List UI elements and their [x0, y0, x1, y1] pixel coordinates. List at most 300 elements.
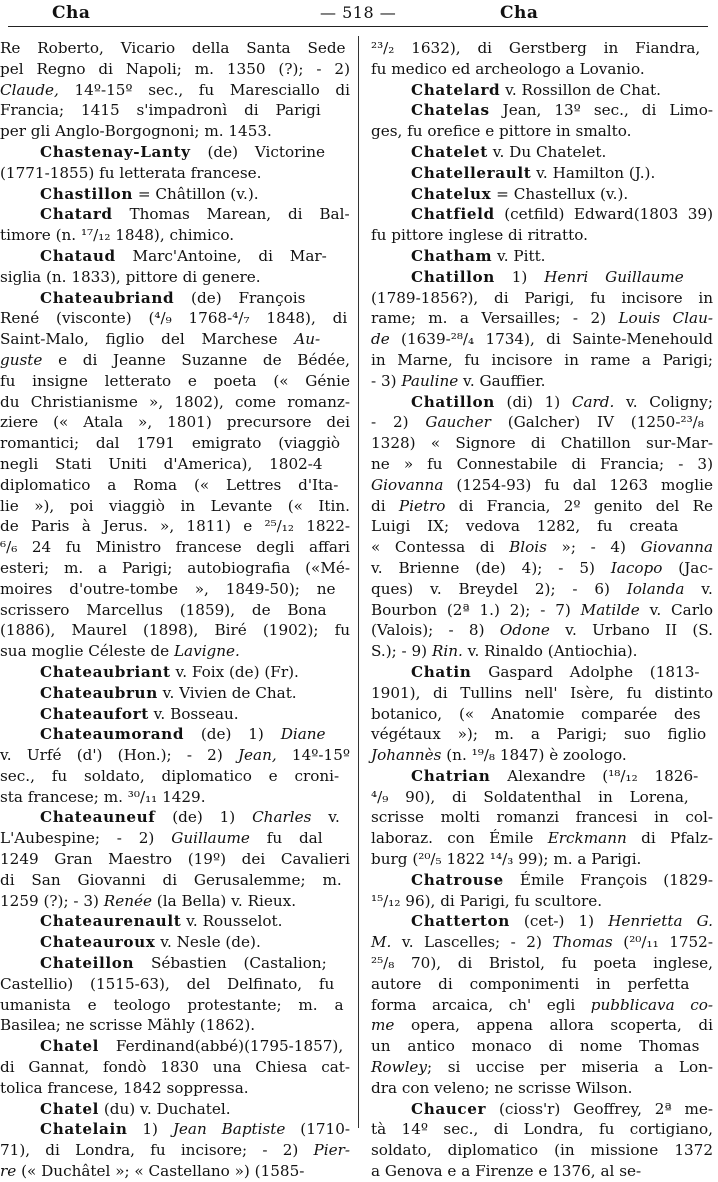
text-line — [0, 496, 350, 517]
text-run: 1328) « Signore di Chatillon sur-Mar- — [371, 434, 713, 453]
entry-headword: Chataud — [40, 246, 116, 265]
text-run: sta francese; m. ³⁰/₁₁ 1429. — [0, 787, 206, 806]
text-run: v. Urfé (d') (Hon.); - 2) — [0, 746, 238, 765]
text-run: Sébastien (Castalion; — [134, 954, 327, 973]
text-line — [0, 995, 350, 1016]
italic-text: me — [371, 1016, 395, 1035]
column-divider — [358, 36, 359, 1128]
text-line — [0, 412, 350, 433]
italic-text: Card. — [571, 392, 615, 411]
text-line — [371, 828, 713, 849]
text-run: (1254-93) fu dal 1263 moglie — [443, 475, 713, 494]
page-header — [0, 0, 718, 34]
text-run: ne » fu Connestabile di Francia; - 3) — [371, 454, 713, 473]
text-line — [371, 308, 713, 329]
italic-text: Jean Baptiste — [172, 1120, 286, 1139]
entry-headword: Chateaubriand — [40, 288, 175, 307]
text-line — [371, 1036, 713, 1057]
text-line — [371, 704, 713, 725]
text-line — [371, 807, 713, 828]
entry-line — [0, 911, 350, 932]
entry-headword: Chatelet — [411, 142, 488, 161]
entry-line — [0, 204, 350, 225]
italic-text: Rowley — [371, 1058, 428, 1077]
text-run: sua moglie Céleste de — [0, 642, 174, 661]
entry-headword: Chateaubrun — [40, 683, 158, 702]
italic-text: Pietro — [398, 496, 446, 515]
text-line — [371, 329, 713, 350]
text-run: - 2) — [371, 413, 426, 432]
text-line — [0, 100, 350, 121]
text-run: (de) François — [174, 288, 306, 307]
text-run: Gaspard Adolphe (1813- — [471, 662, 700, 681]
text-run: (1639-²⁸/₄ 1734), di Sainte-Menehould — [389, 330, 713, 349]
text-line — [0, 59, 350, 80]
text-line — [0, 891, 350, 912]
text-line — [0, 870, 350, 891]
text-line — [0, 267, 350, 288]
entry-headword: Chatterton — [411, 912, 510, 931]
text-run: ¹⁵/₁₂ 96), di Parigi, fu scultore. — [371, 891, 603, 910]
text-run: (n. ¹⁹/₈ 1847) è zoologo. — [441, 746, 627, 765]
entry-line — [0, 704, 350, 725]
text-line — [0, 620, 350, 641]
entry-headword: Chatelain — [40, 1120, 128, 1139]
entry-line — [371, 870, 713, 891]
text-run: e di Jeanne Suzanne de Bédée, — [42, 350, 350, 369]
text-run: v. Bosseau. — [148, 704, 239, 723]
text-run: timore (n. ¹⁷/₁₂ 1848), chimico. — [0, 226, 235, 245]
italic-text: Au- — [294, 330, 321, 349]
text-run: v. Urbano II (S. — [549, 621, 714, 640]
text-line — [0, 1161, 350, 1182]
text-line — [371, 496, 713, 517]
text-line — [0, 1140, 350, 1161]
text-run: L'Aubespine; - 2) — [0, 829, 172, 848]
italic-text: Blois — [509, 538, 547, 557]
text-line — [0, 828, 350, 849]
header-rule — [8, 26, 708, 27]
entry-headword: Chateauneuf — [40, 808, 156, 827]
text-line — [371, 683, 713, 704]
text-run: (du) v. Duchatel. — [99, 1099, 231, 1118]
entry-headword: Chatel — [40, 1099, 100, 1118]
text-run: romantici; dal 1791 emigrato (viaggiò — [0, 434, 341, 453]
text-line — [0, 600, 350, 621]
text-line — [0, 392, 350, 413]
text-run: v. Pitt. — [492, 246, 546, 265]
text-run: tolica francese, 1842 soppressa. — [0, 1078, 249, 1097]
text-run: S.); - 9) — [371, 642, 432, 661]
text-line — [371, 787, 713, 808]
text-line — [0, 433, 350, 454]
text-line — [371, 558, 713, 579]
text-line — [0, 745, 350, 766]
italic-text: Charles — [252, 808, 312, 827]
text-line — [371, 974, 713, 995]
entry-line — [0, 288, 350, 309]
text-run: umanista e teologo protestante; m. a — [0, 995, 344, 1014]
text-line — [371, 1119, 713, 1140]
entry-headword: Chatrouse — [411, 870, 504, 889]
text-run: Ferdinand(abbé)(1795-1857), — [99, 1037, 344, 1056]
text-line — [371, 350, 713, 371]
entry-line — [0, 662, 350, 683]
entry-headword: Chateaurenault — [40, 912, 182, 931]
text-line — [0, 308, 350, 329]
entry-line — [371, 246, 713, 267]
italic-text: Guillaume — [171, 829, 250, 848]
text-run: Castellio) (1515-63), del Delfinato, fu — [0, 974, 335, 993]
text-run: (Jac- — [662, 558, 713, 577]
italic-text: Pauline — [401, 371, 459, 390]
text-line — [371, 620, 713, 641]
text-line — [0, 163, 350, 184]
text-run: (²⁰/₁₁ 1752- — [612, 933, 713, 952]
text-run: ziere (« Atala », 1801) precursore dei — [0, 413, 350, 432]
entry-headword: Chatfield — [411, 205, 495, 224]
text-line — [371, 537, 713, 558]
text-line — [371, 1161, 713, 1182]
entry-line — [371, 100, 713, 121]
entry-line — [0, 953, 350, 974]
text-run: (1710- — [285, 1120, 350, 1139]
text-run: scrissero Marcellus (1859), de Bona — [0, 600, 327, 619]
entry-line — [0, 142, 350, 163]
text-run: 1249 Gran Maestro (19º) dei Cavalieri — [0, 850, 350, 869]
text-line — [371, 891, 713, 912]
text-run: laboraz. con Émile — [371, 829, 548, 848]
text-run: ; si uccise per miseria a Lon- — [427, 1058, 713, 1077]
entry-headword: Chatin — [411, 662, 472, 681]
text-line — [371, 849, 713, 870]
italic-text: Thomas — [552, 933, 613, 952]
italic-text: pubblicava co- — [590, 995, 713, 1014]
text-line — [0, 766, 350, 787]
page-number: — 518 — — [320, 3, 397, 22]
entry-headword: Chastenay-Lanty — [40, 142, 191, 161]
italic-text: Gaucher — [425, 413, 491, 432]
italic-text: Claude, — [0, 80, 59, 99]
entry-line — [0, 807, 350, 828]
entry-line — [371, 204, 713, 225]
italic-text: guste — [0, 350, 43, 369]
text-run: v. Rousselot. — [181, 912, 283, 931]
italic-text: Pier- — [313, 1141, 350, 1160]
text-line — [371, 454, 713, 475]
text-run: (di) 1) — [494, 392, 572, 411]
text-run: 1901), di Tullins nell' Isère, fu distinto — [371, 683, 713, 702]
text-run: rame; m. a Versailles; - 2) — [371, 309, 619, 328]
text-run: v. Nesle (de). — [155, 933, 261, 952]
text-run: v. — [684, 579, 713, 598]
text-run: ²⁵/₈ 70), di Bristol, fu poeta inglese, — [371, 954, 713, 973]
text-line — [0, 1057, 350, 1078]
text-run: di Pfalz- — [626, 829, 713, 848]
text-run: v. Carlo — [639, 600, 713, 619]
text-line — [371, 932, 713, 953]
text-line — [371, 475, 713, 496]
text-run: in Marne, fu incisore in rame a Parigi; — [371, 350, 713, 369]
text-line — [0, 80, 350, 101]
entry-headword: Chatelard — [411, 80, 501, 99]
text-line — [371, 1140, 713, 1161]
text-run: ⁴/₉ 90), di Soldatenthal in Lorena, — [371, 787, 689, 806]
entry-headword: Chateaubriant — [40, 662, 171, 681]
text-run: siglia (n. 1833), pittore di genere. — [0, 267, 261, 286]
text-line — [371, 433, 713, 454]
text-line — [371, 724, 713, 745]
text-line — [371, 641, 713, 662]
italic-text: Giovanna — [640, 538, 713, 557]
entry-line — [371, 911, 713, 932]
text-line — [0, 558, 350, 579]
italic-text: Matilde — [580, 600, 640, 619]
text-run: (1886), Maurel (1898), Biré (1902); fu — [0, 621, 350, 640]
entry-line — [371, 766, 713, 787]
text-line — [0, 350, 350, 371]
text-line — [0, 641, 350, 662]
text-run: de Paris à Jerus. », 1811) e ²⁵/₁₂ 1822- — [0, 517, 350, 536]
text-run: 1259 (?); - 3) — [0, 891, 104, 910]
entry-line — [0, 184, 350, 205]
text-run: René (visconte) (⁴/₉ 1768-⁴/₇ 1848), di — [0, 309, 348, 328]
text-run: burg (²⁰/₅ 1822 ¹⁴/₃ 99); m. a Parigi. — [371, 850, 642, 869]
entry-line — [0, 1036, 350, 1057]
italic-text: Giovanna — [371, 475, 444, 494]
text-run: diplomatico a Roma (« Lettres d'Ita- — [0, 475, 339, 494]
italic-text: Johannès — [371, 746, 442, 765]
text-run: v. Vivien de Chat. — [157, 683, 297, 702]
text-run: 71), di Londra, fu incisore; - 2) — [0, 1141, 314, 1160]
text-run: du Christianisme », 1802), come romanz- — [0, 392, 350, 411]
text-run: pel Regno di Napoli; m. 1350 (?); - 2) — [0, 59, 350, 78]
text-run: lie »), poi viaggiò in Levante (« Itin. — [0, 496, 350, 515]
entry-line — [371, 163, 713, 184]
text-line — [0, 475, 350, 496]
text-line — [371, 600, 713, 621]
text-run: Thomas Marean, di Bal- — [112, 205, 350, 224]
entry-line — [0, 246, 350, 267]
text-run: v. Du Chatelet. — [487, 142, 607, 161]
text-run: sec., fu soldato, diplomatico e croni- — [0, 766, 340, 785]
text-line — [0, 454, 350, 475]
entry-headword: Chatelux — [411, 184, 492, 203]
text-run: 14º-15º sec., fu Maresciallo di — [58, 80, 350, 99]
text-run: (cioss'r) Geoffrey, 2ª me- — [486, 1099, 713, 1118]
italic-text: M. — [371, 933, 392, 952]
text-run: a Genova e a Firenze e 1376, al se- — [371, 1162, 642, 1181]
text-run: opera, appena allora scoperta, di — [394, 1016, 713, 1035]
entry-headword: Chateauroux — [40, 933, 156, 952]
text-run: 1) — [127, 1120, 173, 1139]
text-run: Émile François (1829- — [503, 870, 713, 889]
text-run: soldato, diplomatico (in missione 1372 — [371, 1141, 713, 1160]
text-run: végétaux »); m. a Parigi; suo figlio — [371, 725, 707, 744]
italic-text: Diane — [280, 725, 326, 744]
italic-text: Jean, — [237, 746, 277, 765]
text-run: tà 14º sec., di Londra, fu cortigiano, — [371, 1120, 713, 1139]
entry-line — [371, 1099, 713, 1120]
entry-headword: Chatelas — [411, 101, 490, 120]
text-run: Alexandre (¹⁸/₁₂ 1826- — [490, 766, 699, 785]
entry-line — [0, 932, 350, 953]
text-line — [371, 225, 713, 246]
text-line — [371, 745, 713, 766]
italic-text: Renée — [103, 891, 152, 910]
text-run: v. Hamilton (J.). — [531, 163, 656, 182]
text-line — [0, 516, 350, 537]
text-run: Marc'Antoine, di Mar- — [115, 246, 327, 265]
text-run: (cetfild) Edward(1803 39) — [494, 205, 713, 224]
text-run: (1789-1856?), di Parigi, fu incisore in — [371, 288, 713, 307]
text-line — [0, 225, 350, 246]
text-run: (la Bella) v. Rieux. — [151, 891, 297, 910]
text-line — [0, 371, 350, 392]
left-column — [0, 38, 350, 1182]
entry-line — [0, 724, 350, 745]
text-run: Luigi IX; vedova 1282, fu creata — [371, 517, 679, 536]
text-line — [0, 579, 350, 600]
text-run: Jean, 13º sec., di Limo- — [489, 101, 713, 120]
entry-line — [371, 662, 713, 683]
text-run: « Contessa di — [371, 538, 510, 557]
text-line — [371, 412, 713, 433]
entry-headword: Chateillon — [40, 954, 135, 973]
text-run: Basilea; ne scrisse Mähly (1862). — [0, 1016, 256, 1035]
right-column — [371, 38, 713, 1182]
entry-headword: Chatellerault — [411, 163, 532, 182]
entry-line — [371, 184, 713, 205]
text-line — [371, 995, 713, 1016]
text-line — [0, 329, 350, 350]
text-run: (Valois); - 8) — [371, 621, 500, 640]
text-run: di — [371, 496, 399, 515]
italic-text: Rin. — [431, 642, 463, 661]
text-run: fu medico ed archeologo a Lovanio. — [371, 59, 645, 78]
entry-headword: Chatham — [411, 246, 493, 265]
text-run: di Gannat, fondò 1830 una Chiesa cat- — [0, 1058, 350, 1077]
text-line — [371, 59, 713, 80]
entry-headword: Chatillon — [411, 267, 495, 286]
text-run: v. Brienne (de) 4); - 5) — [371, 558, 611, 577]
text-line — [371, 371, 713, 392]
text-run: (cet-) 1) — [509, 912, 609, 931]
text-run: v. Coligny; — [614, 392, 713, 411]
italic-text: Lavigne. — [173, 642, 240, 661]
text-line — [371, 953, 713, 974]
text-run: ²³/₂ 1632), di Gerstberg in Fiandra, — [371, 39, 701, 57]
text-line — [0, 849, 350, 870]
entry-headword: Chateaufort — [40, 704, 149, 723]
entry-headword: Chatard — [40, 205, 113, 224]
text-run: di San Giovanni di Gerusalemme; m. — [0, 870, 342, 889]
text-line — [0, 537, 350, 558]
entry-headword: Chaucer — [411, 1099, 487, 1118]
text-run: esteri; m. a Parigi; autobiografia («Mé- — [0, 558, 350, 577]
text-run: botanico, (« Anatomie comparée des — [371, 704, 701, 723]
italic-text: Iolanda — [626, 579, 685, 598]
text-run: Francia; 1415 s'impadronì di Parigi — [0, 101, 321, 120]
text-run: (de) Victorine — [190, 142, 326, 161]
entry-headword: Chatrian — [411, 766, 491, 785]
text-line — [371, 38, 713, 59]
text-run: fu insigne letterato e poeta (« Génie — [0, 371, 350, 390]
text-run: per gli Anglo-Borgognoni; m. 1453. — [0, 122, 272, 141]
text-line — [371, 1015, 713, 1036]
text-run: un antico monaco di nome Thomas — [371, 1037, 700, 1056]
text-run: autore di componimenti in perfetta — [371, 974, 690, 993]
italic-text: Erckmann — [547, 829, 627, 848]
text-run: (« Duchâtel »; « Castellano ») (1585- — [16, 1162, 305, 1181]
text-line — [0, 787, 350, 808]
italic-text: Iacopo — [610, 558, 663, 577]
text-run: fu pittore inglese di ritratto. — [371, 226, 588, 245]
italic-text: Louis Clau- — [618, 309, 713, 328]
text-line — [0, 1015, 350, 1036]
italic-text: Henrietta G. — [608, 912, 713, 931]
entry-headword: Chatel — [40, 1037, 100, 1056]
text-run: »; - 4) — [546, 538, 641, 557]
text-run: (Galcher) IV (1250-²³/₈ — [490, 413, 704, 432]
italic-text: de — [371, 330, 390, 349]
text-run: = Châtillon (v.). — [133, 184, 259, 203]
text-run: dra con veleno; ne scrisse Wilson. — [371, 1078, 633, 1097]
text-run: ges, fu orefice e pittore in smalto. — [371, 122, 632, 141]
running-head-right: Cha — [500, 3, 539, 23]
text-run: Re Roberto, Vicario della Santa Sede — [0, 39, 346, 57]
text-line — [371, 516, 713, 537]
text-run: (de) 1) — [184, 725, 281, 744]
entry-line — [0, 1119, 350, 1140]
text-run: v. Lascelles; - 2) — [391, 933, 553, 952]
text-run: moires d'outre-tombe », 1849-50); ne — [0, 579, 336, 598]
running-head-left: Cha — [52, 3, 91, 23]
text-run: - 3) — [371, 371, 402, 390]
text-run: v. Rossillon de Chat. — [500, 80, 661, 99]
entry-headword: Chastillon — [40, 184, 134, 203]
text-run: ⁶/₆ 24 fu Ministro francese degli affari — [0, 538, 350, 557]
text-run: ques) v. Breydel 2); - 6) — [371, 579, 627, 598]
text-line — [0, 974, 350, 995]
entry-line — [371, 80, 713, 101]
text-run: = Chastellux (v.). — [491, 184, 629, 203]
text-run: v. Foix (de) (Fr). — [170, 662, 299, 681]
entry-line — [371, 392, 713, 413]
text-line — [371, 121, 713, 142]
entry-headword: Chatillon — [411, 392, 495, 411]
entry-line — [371, 142, 713, 163]
text-line — [371, 1078, 713, 1099]
text-run: (1771-1855) fu letterata francese. — [0, 163, 262, 182]
italic-text: re — [0, 1162, 17, 1181]
entry-headword: Chateaumorand — [40, 725, 185, 744]
italic-text: Odone — [499, 621, 550, 640]
text-run: di Francia, 2º genito del Re — [445, 496, 713, 515]
text-run: Saint-Malo, figlio del Marchese — [0, 330, 295, 349]
italic-text: Henri Guillaume — [544, 267, 684, 286]
text-run: v. Gauffier. — [458, 371, 546, 390]
text-run: 14º-15º — [276, 746, 350, 765]
text-run: forma arcaica, ch' egli — [371, 995, 591, 1014]
text-run: v. Rinaldo (Antiochia). — [462, 642, 638, 661]
text-run: negli Stati Uniti d'America), 1802-4 — [0, 454, 323, 473]
text-run: Bourbon (2ª 1.) 2); - 7) — [371, 600, 581, 619]
text-line — [0, 1078, 350, 1099]
entry-line — [0, 683, 350, 704]
entry-line — [0, 1099, 350, 1120]
entry-line — [371, 267, 713, 288]
